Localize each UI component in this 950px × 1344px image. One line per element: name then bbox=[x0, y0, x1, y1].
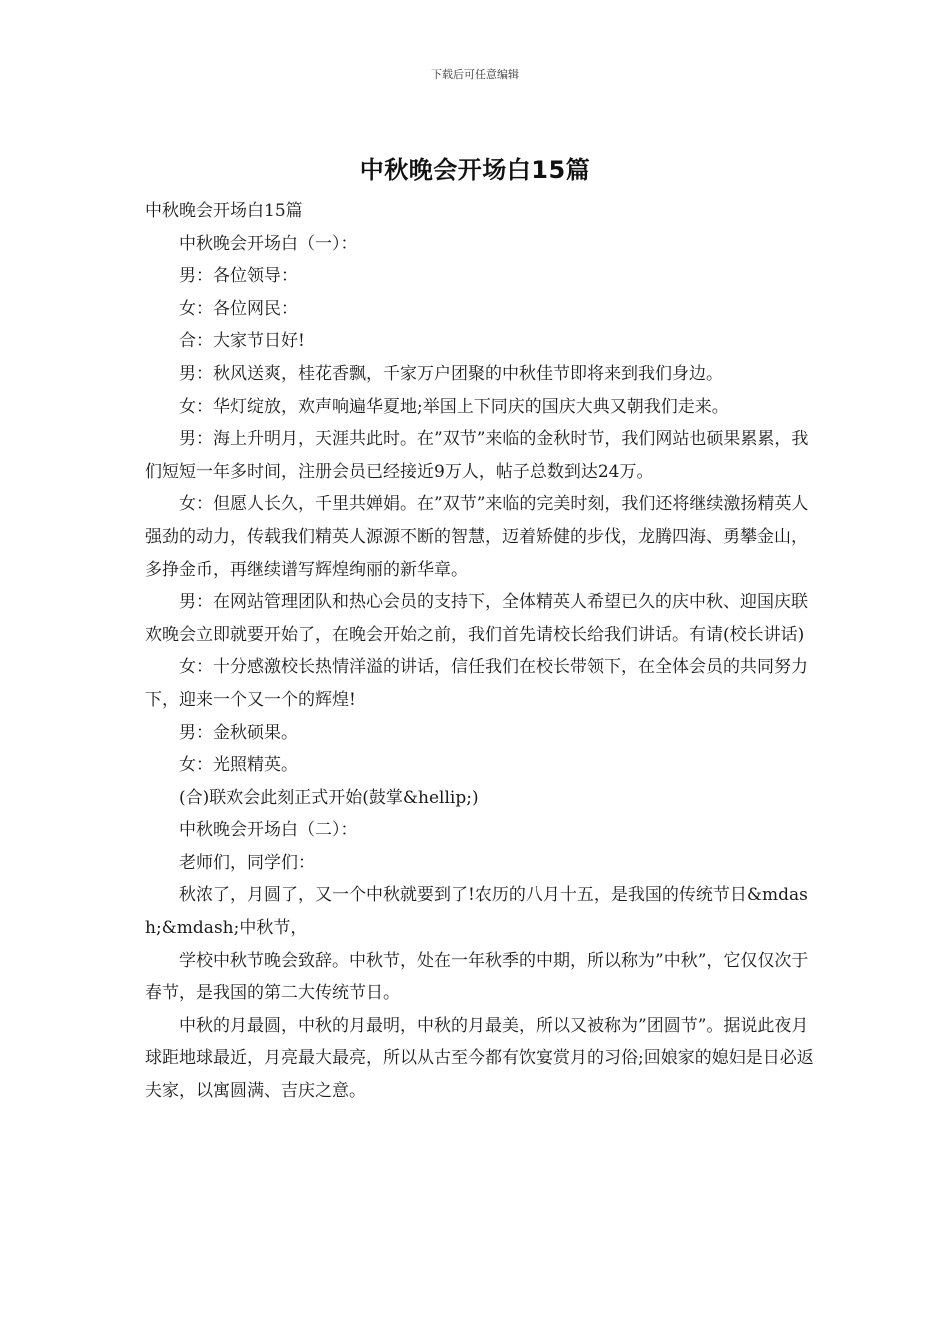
paragraph: 女：光照精英。 bbox=[179, 755, 298, 776]
document-title: 中秋晚会开场白15篇 bbox=[359, 156, 591, 184]
paragraph: 男：在网站管理团队和热心会员的支持下，全体精英人希望已久的庆中秋、迎国庆联欢晚会立即就要开始了，在晚会开始之前，我们首先请校长给我们讲话。有请(校长讲话) bbox=[145, 592, 808, 645]
document-body bbox=[145, 195, 815, 1108]
paragraph: 中秋晚会开场白15篇 bbox=[145, 201, 303, 221]
paragraph: 男：各位领导： bbox=[179, 266, 298, 287]
paragraph: 学校中秋节晚会致辞。中秋节，处在一年秋季的中期，所以称为”中秋”，它仅仅次于春节，是我国的第二大传统节日。 bbox=[145, 950, 809, 1004]
paragraph: 男：金秋硕果。 bbox=[179, 722, 298, 743]
paragraph: 女：十分感激校长热情洋溢的讲话，信任我们在校长带领下，在全体会员的共同努力下，迎来一个又一个的辉煌! bbox=[145, 657, 808, 710]
paragraph: 秋浓了，月圆了，又一个中秋就要到了!农历的八月十五，是我国的传统节日&mdash;&mdash;中秋节， bbox=[145, 885, 808, 939]
page-header-note: 下载后可任意编辑 bbox=[431, 68, 519, 81]
paragraph: 合：大家节日好! bbox=[179, 331, 305, 352]
paragraph: 女：各位网民： bbox=[179, 298, 298, 319]
paragraph: 男：秋风送爽，桂花香飘，千家万户团聚的中秋佳节即将来到我们身边。 bbox=[179, 363, 723, 384]
paragraph: 老师们，同学们： bbox=[179, 852, 315, 873]
paragraph: 男：海上升明月，天涯共此时。在”双节”来临的金秋时节，我们网站也硕果累累，我们短短一年多时间，注册会员已经接近9万人，帖子总数到达24万。 bbox=[145, 429, 809, 482]
paragraph: (合)联欢会此刻正式开始(鼓掌&hellip;) bbox=[179, 787, 479, 808]
paragraph: 中秋晚会开场白（二）： bbox=[179, 820, 358, 841]
paragraph: 中秋的月最圆，中秋的月最明，中秋的月最美，所以又被称为”团圆节”。据说此夜月球距地球最近，月亮最大最亮，所以从古至今都有饮宴赏月的习俗;回娘家的媳妇是日必返夫家，以寓圆满、吉庆之意。 bbox=[145, 1015, 814, 1102]
paragraph: 中秋晚会开场白（一）： bbox=[179, 233, 358, 254]
paragraph: 女：但愿人长久，千里共婵娟。在”双节”来临的完美时刻，我们还将继续激扬精英人强劲的动力，传载我们精英人源源不断的智慧，迈着矫健的步伐，龙腾四海、勇攀金山，多挣金币，再继续谱写辉煌绚丽的新华章。 bbox=[145, 494, 809, 580]
paragraph: 女：华灯绽放，欢声响遍华夏地;举国上下同庆的国庆大典又朝我们走来。 bbox=[179, 396, 729, 417]
